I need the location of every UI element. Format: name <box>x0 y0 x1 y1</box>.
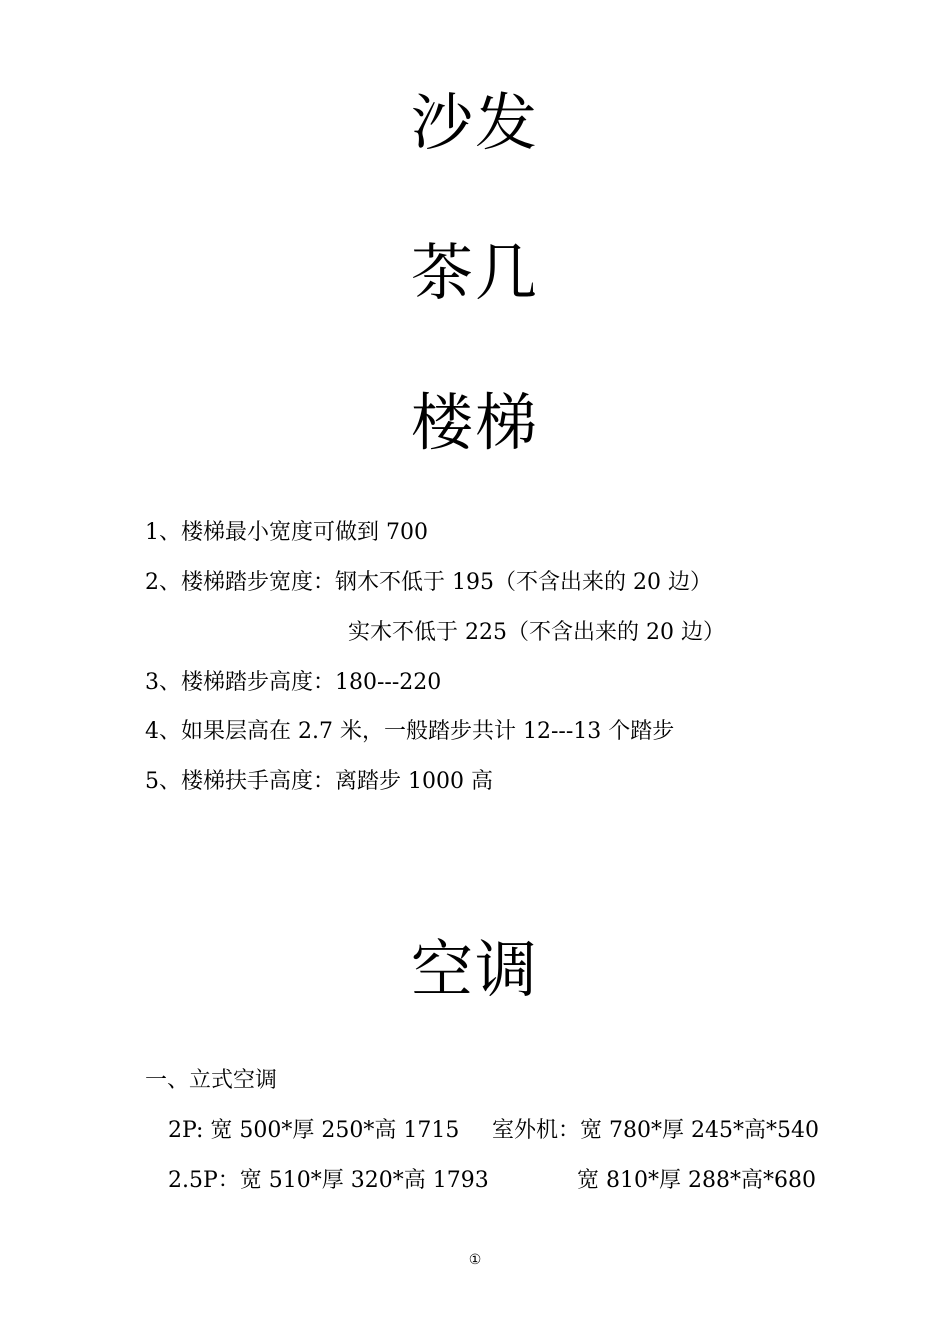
page-number: ① <box>468 1252 482 1268</box>
heading-sofa: 沙发 <box>410 86 539 159</box>
ac-row-1-outdoor: 室外机：宽 780*厚 245*高*540 <box>492 1118 819 1143</box>
stairs-item-4: 4、如果层高在 2.7 米，一般踏步共计 12---13 个踏步 <box>145 719 675 744</box>
ac-row-1-indoor: 2P: 宽 500*厚 250*高 1715 <box>168 1118 460 1143</box>
heading-coffee-table: 茶几 <box>410 236 539 309</box>
stairs-item-2-continued: 实木不低于 225（不含出来的 20 边） <box>348 620 725 645</box>
stairs-item-1: 1、楼梯最小宽度可做到 700 <box>145 520 428 545</box>
stairs-item-5: 5、楼梯扶手高度：离踏步 1000 高 <box>145 769 493 794</box>
heading-stairs: 楼梯 <box>410 386 539 459</box>
ac-row-2-indoor: 2.5P：宽 510*厚 320*高 1793 <box>168 1168 489 1193</box>
stairs-item-2: 2、楼梯踏步宽度：钢木不低于 195（不含出来的 20 边） <box>145 570 712 595</box>
heading-air-conditioner: 空调 <box>410 933 539 1006</box>
stairs-item-3: 3、楼梯踏步高度：180---220 <box>145 670 442 695</box>
ac-row-2-outdoor: 宽 810*厚 288*高*680 <box>577 1168 816 1193</box>
ac-section-title: 一、立式空调 <box>145 1068 278 1093</box>
